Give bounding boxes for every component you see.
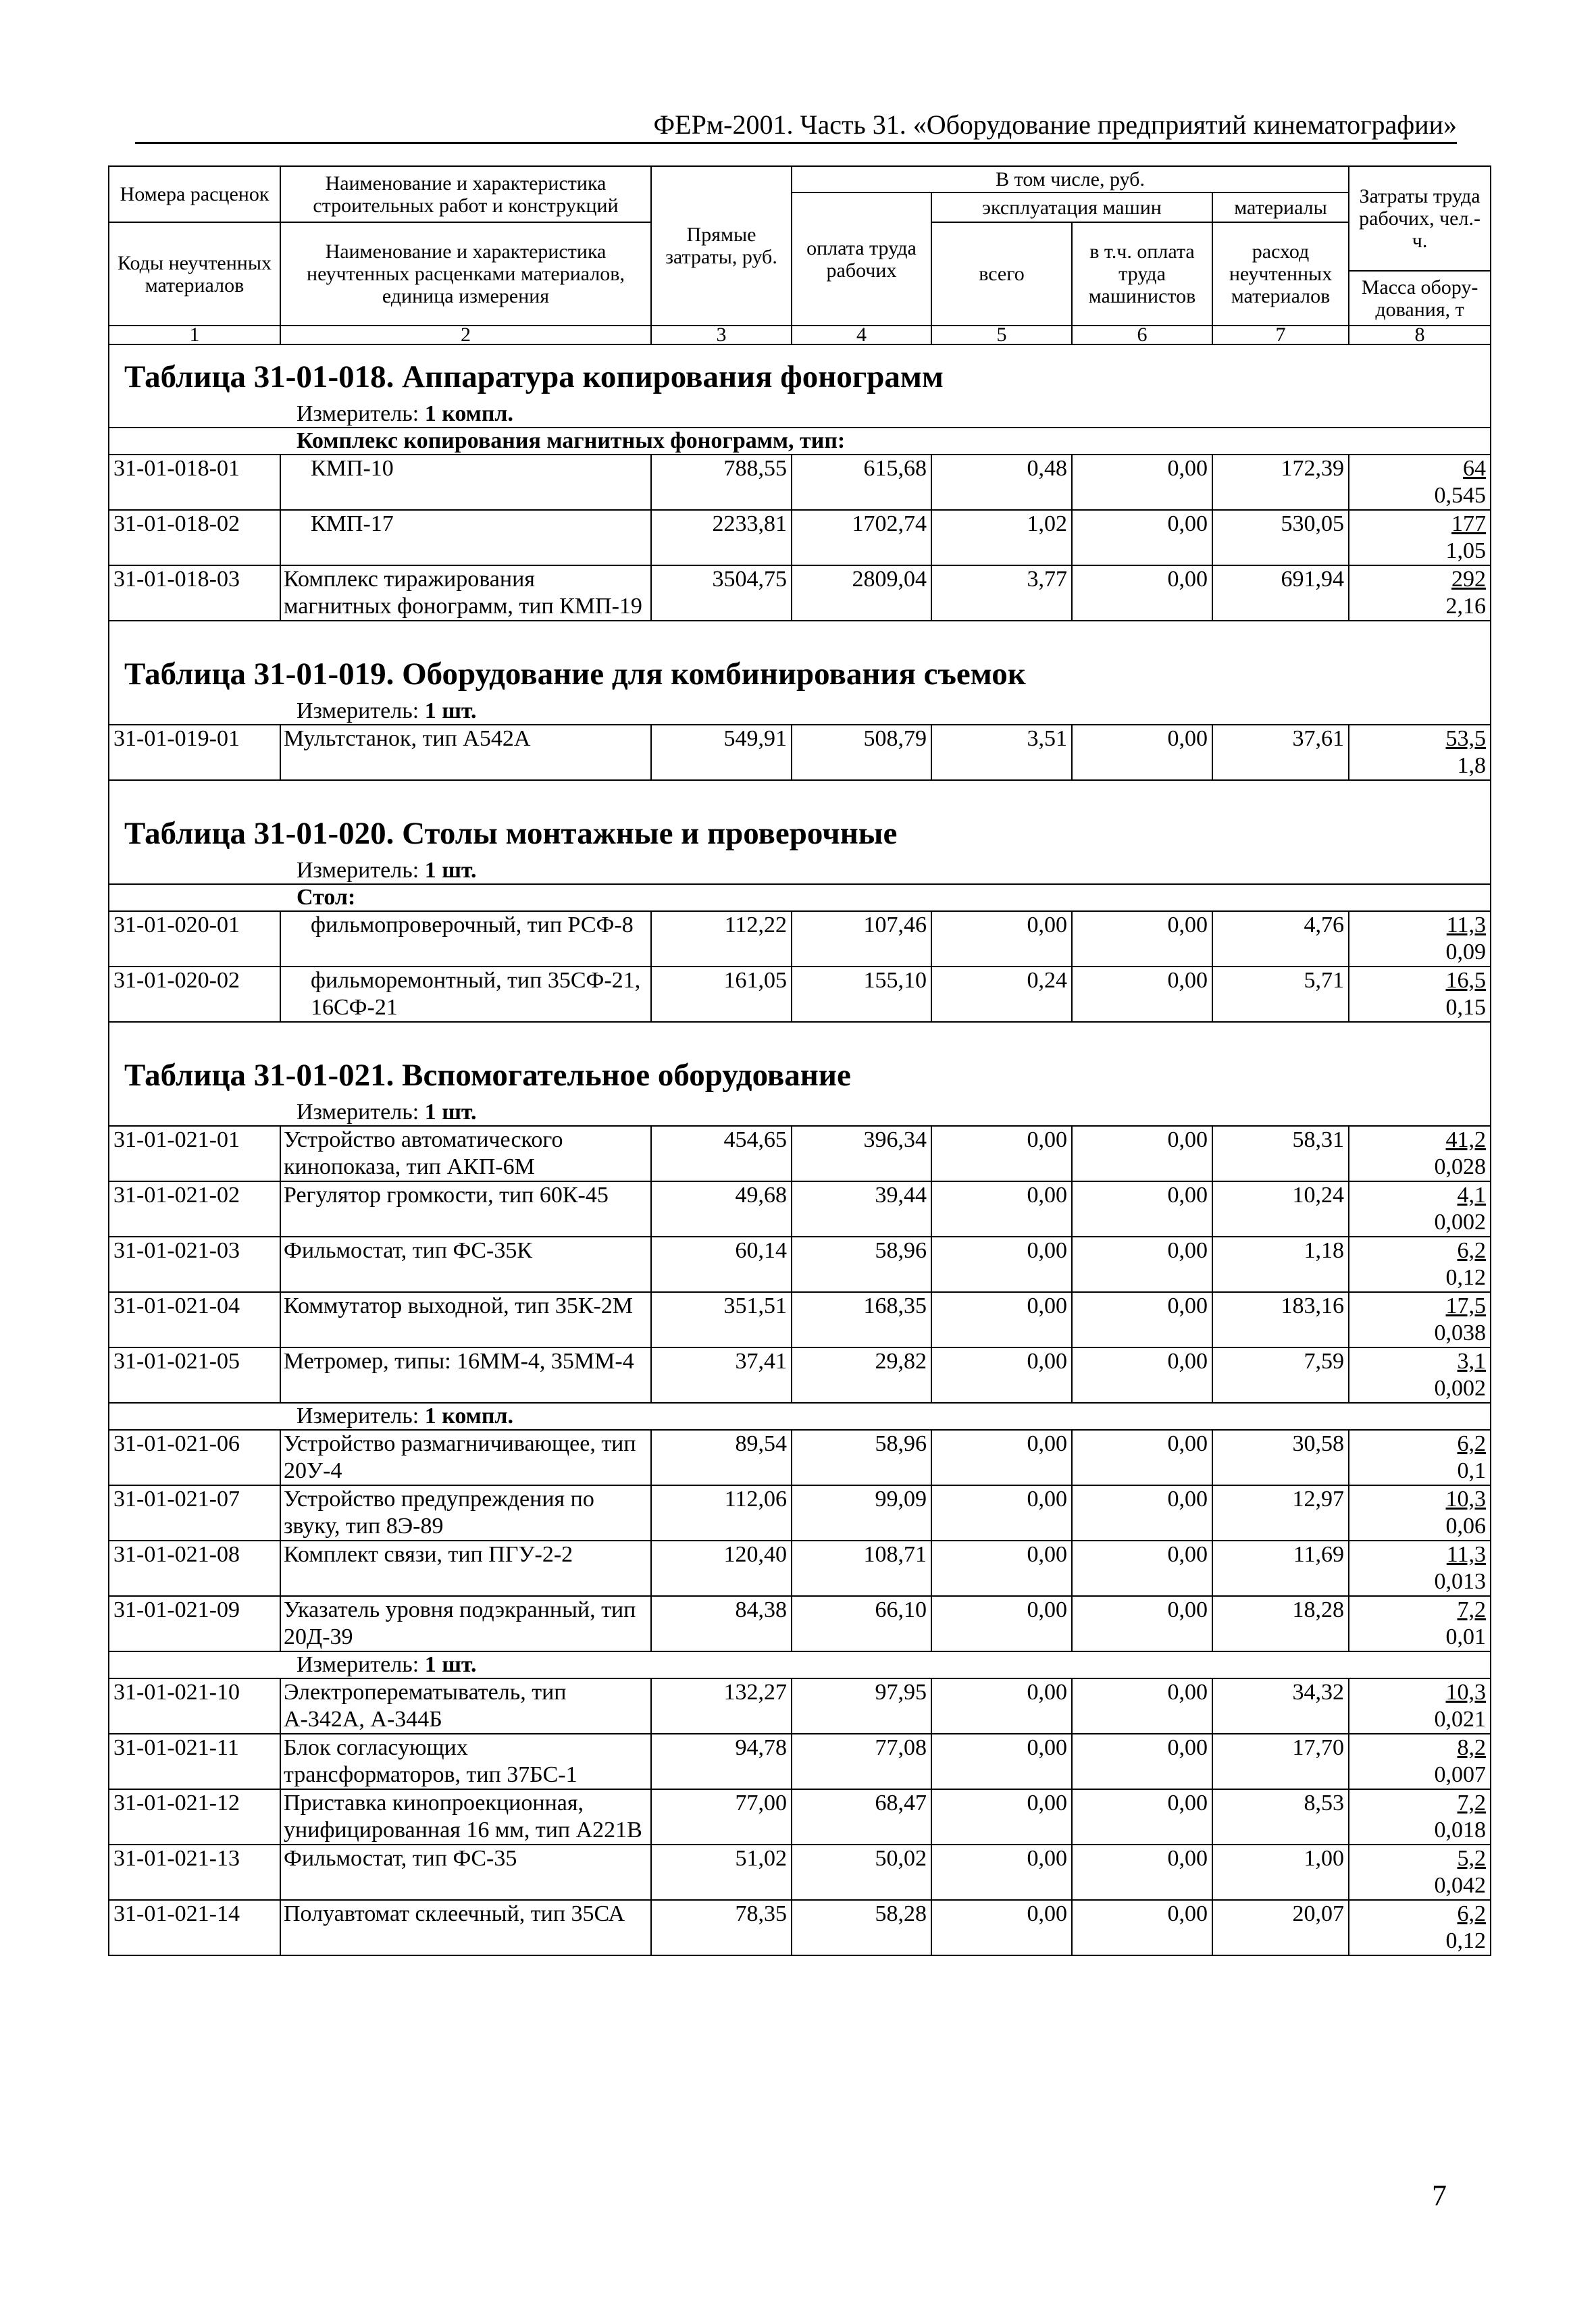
- machinist-pay: 0,00: [1072, 1430, 1212, 1485]
- direct-costs: 549,91: [651, 725, 792, 780]
- machine-total: 0,00: [931, 911, 1072, 967]
- header-material-consumption: расход неучтенных материалов: [1212, 222, 1349, 326]
- machine-total: 0,00: [931, 1596, 1072, 1651]
- machinist-pay: 0,00: [1072, 725, 1212, 780]
- machine-total: 0,00: [931, 1237, 1072, 1292]
- table-row: [109, 565, 1491, 621]
- table-row: [109, 455, 1491, 510]
- rate-code: 31-01-020-02: [109, 967, 280, 1022]
- labor-and-mass: [1349, 967, 1491, 1022]
- machine-total: 0,48: [931, 455, 1072, 510]
- item-name: Фильмостат, тип ФС-35К: [280, 1237, 651, 1292]
- item-name: Указатель уровня подэкранный, тип 20Д-39: [280, 1596, 651, 1651]
- measure-unit: [109, 1100, 1491, 1126]
- rate-code: 31-01-021-12: [109, 1789, 280, 1845]
- labor-and-mass: [1349, 1430, 1491, 1485]
- equipment-mass: 0,007: [1434, 1762, 1487, 1787]
- rate-code: 31-01-020-01: [109, 911, 280, 967]
- table-row: [109, 1430, 1491, 1485]
- item-name: КМП-10: [280, 455, 651, 510]
- section-title-row: [109, 1022, 1491, 1100]
- equipment-mass: 0,12: [1445, 1265, 1487, 1290]
- worker-pay: 50,02: [792, 1845, 931, 1900]
- equipment-mass: 0,018: [1434, 1818, 1487, 1843]
- column-number: 8: [1349, 326, 1491, 344]
- equipment-mass: 0,021: [1434, 1707, 1487, 1732]
- rate-code: 31-01-021-06: [109, 1430, 280, 1485]
- column-number: 5: [931, 326, 1072, 344]
- material-cost: 530,05: [1212, 510, 1349, 565]
- worker-pay: 155,10: [792, 967, 931, 1022]
- labor-hours: 7,2: [1457, 1597, 1487, 1622]
- rate-code: 31-01-021-10: [109, 1678, 280, 1734]
- header-including: В том числе, руб.: [792, 166, 1349, 192]
- machine-total: 0,24: [931, 967, 1072, 1022]
- labor-and-mass: [1349, 565, 1491, 621]
- machine-total: 3,51: [931, 725, 1072, 780]
- machinist-pay: 0,00: [1072, 1900, 1212, 1955]
- item-name: Метромер, типы: 16ММ-4, 35ММ-4: [280, 1347, 651, 1403]
- machinist-pay: 0,00: [1072, 1845, 1212, 1900]
- worker-pay: 77,08: [792, 1734, 931, 1789]
- labor-and-mass: [1349, 510, 1491, 565]
- labor-and-mass: [1349, 1347, 1491, 1403]
- material-cost: 17,70: [1212, 1734, 1349, 1789]
- machine-total: 3,77: [931, 565, 1072, 621]
- machinist-pay: 0,00: [1072, 1734, 1212, 1789]
- table-row: [109, 1292, 1491, 1347]
- machinist-pay: 0,00: [1072, 1237, 1212, 1292]
- machine-total: 0,00: [931, 1789, 1072, 1845]
- machine-total: 1,02: [931, 510, 1072, 565]
- subheading-row: [109, 428, 1491, 455]
- material-cost: 18,28: [1212, 1596, 1349, 1651]
- equipment-mass: 0,038: [1434, 1320, 1487, 1345]
- column-number: 4: [792, 326, 931, 344]
- item-name: Фильмостат, тип ФС-35: [280, 1845, 651, 1900]
- header-machinist-pay: в т.ч. оплата труда машинистов: [1072, 222, 1212, 326]
- material-cost: 37,61: [1212, 725, 1349, 780]
- worker-pay: 396,34: [792, 1126, 931, 1181]
- material-cost: 7,59: [1212, 1347, 1349, 1403]
- direct-costs: 77,00: [651, 1789, 792, 1845]
- table-row: [109, 725, 1491, 780]
- machine-total: 0,00: [931, 1678, 1072, 1734]
- direct-costs: 112,22: [651, 911, 792, 967]
- labor-hours: 7,2: [1457, 1791, 1487, 1816]
- machinist-pay: 0,00: [1072, 510, 1212, 565]
- machinist-pay: 0,00: [1072, 1596, 1212, 1651]
- item-name: Полуавтомат склеечный, тип 35СА: [280, 1900, 651, 1955]
- subheading: Стол:: [109, 884, 1491, 911]
- header-machine-operation: эксплуатация машин: [931, 192, 1212, 222]
- worker-pay: 168,35: [792, 1292, 931, 1347]
- labor-and-mass: [1349, 1292, 1491, 1347]
- item-name: фильмопроверочный, тип РСФ-8: [280, 911, 651, 967]
- labor-hours: 4,1: [1457, 1183, 1487, 1208]
- measure-value: 1 компл.: [424, 1404, 514, 1429]
- table-row: [109, 1126, 1491, 1181]
- table-row: [109, 1541, 1491, 1596]
- material-cost: 172,39: [1212, 455, 1349, 510]
- section-title: Таблица 31-01-018. Аппаратура копирования фонограмм: [109, 343, 1491, 401]
- machinist-pay: 0,00: [1072, 1541, 1212, 1596]
- header-machine-total: всего: [931, 222, 1072, 326]
- measure-unit: [109, 1651, 1491, 1678]
- direct-costs: 112,06: [651, 1485, 792, 1541]
- labor-and-mass: [1349, 1734, 1491, 1789]
- item-name: Устройство автоматического кинопоказа, тип АКП-6М: [280, 1126, 651, 1181]
- rate-code: 31-01-021-11: [109, 1734, 280, 1789]
- table-row: [109, 1181, 1491, 1237]
- machine-total: 0,00: [931, 1181, 1072, 1237]
- labor-and-mass: [1349, 725, 1491, 780]
- item-name: Комплекс тиражирования магнитных фонограмм, тип КМП-19: [280, 565, 651, 621]
- machinist-pay: 0,00: [1072, 455, 1212, 510]
- page-number: 7: [1432, 2179, 1447, 2212]
- machinist-pay: 0,00: [1072, 1485, 1212, 1541]
- item-name: Коммутатор выходной, тип 35К-2М: [280, 1292, 651, 1347]
- rate-code: 31-01-019-01: [109, 725, 280, 780]
- rate-code: 31-01-021-01: [109, 1126, 280, 1181]
- direct-costs: 51,02: [651, 1845, 792, 1900]
- labor-hours: 10,3: [1445, 1487, 1487, 1512]
- section-title: Таблица 31-01-021. Вспомогательное оборудование: [109, 1022, 1491, 1100]
- machine-total: 0,00: [931, 1734, 1072, 1789]
- measure-value: 1 компл.: [424, 401, 514, 426]
- measure-unit: [109, 1403, 1491, 1430]
- material-cost: 183,16: [1212, 1292, 1349, 1347]
- rate-code: 31-01-018-02: [109, 510, 280, 565]
- material-cost: 5,71: [1212, 967, 1349, 1022]
- section-title: Таблица 31-01-020. Столы монтажные и проверочные: [109, 780, 1491, 858]
- labor-hours: 17,5: [1445, 1293, 1487, 1318]
- machine-total: 0,00: [931, 1541, 1072, 1596]
- header-material-codes: Коды неучтенных материалов: [109, 222, 280, 326]
- machine-total: 0,00: [931, 1126, 1072, 1181]
- equipment-mass: 0,01: [1445, 1624, 1487, 1649]
- rate-code: 31-01-021-07: [109, 1485, 280, 1541]
- labor-hours: 11,3: [1446, 912, 1487, 937]
- direct-costs: 84,38: [651, 1596, 792, 1651]
- header-direct-costs: Прямые затраты, руб.: [651, 166, 792, 326]
- labor-hours: 8,2: [1457, 1735, 1487, 1760]
- machine-total: 0,00: [931, 1292, 1072, 1347]
- machinist-pay: 0,00: [1072, 911, 1212, 967]
- worker-pay: 508,79: [792, 725, 931, 780]
- rate-code: 31-01-021-02: [109, 1181, 280, 1237]
- column-number: 7: [1212, 326, 1349, 344]
- worker-pay: 2809,04: [792, 565, 931, 621]
- item-name: КМП-17: [280, 510, 651, 565]
- column-number: 1: [109, 326, 280, 344]
- rate-code: 31-01-021-05: [109, 1347, 280, 1403]
- labor-and-mass: [1349, 1789, 1491, 1845]
- labor-and-mass: [1349, 455, 1491, 510]
- subheading: Комплекс копирования магнитных фонограмм, тип:: [109, 428, 1491, 455]
- item-name: фильморемонтный, тип 35СФ-21, 16СФ-21: [280, 967, 651, 1022]
- measure-label: Измеритель:: [297, 698, 419, 723]
- machinist-pay: 0,00: [1072, 1292, 1212, 1347]
- machine-total: 0,00: [931, 1430, 1072, 1485]
- header-work-name: Наименование и характеристика строительных работ и конструкций: [280, 166, 651, 222]
- direct-costs: 132,27: [651, 1678, 792, 1734]
- header-material-name: Наименование и характеристика неучтенных расценками материалов, единица измерения: [280, 222, 651, 326]
- equipment-mass: 1,05: [1445, 538, 1487, 563]
- labor-hours: 41,2: [1445, 1127, 1487, 1152]
- worker-pay: 29,82: [792, 1347, 931, 1403]
- item-name: Устройство предупреждения по звуку, тип 8Э-89: [280, 1485, 651, 1541]
- direct-costs: 3504,75: [651, 565, 792, 621]
- section-title-row: [109, 780, 1491, 858]
- price-tables: [108, 343, 1491, 1956]
- equipment-mass: 0,028: [1434, 1154, 1487, 1179]
- material-cost: 691,94: [1212, 565, 1349, 621]
- labor-hours: 16,5: [1445, 968, 1487, 993]
- header-materials: материалы: [1212, 192, 1349, 222]
- table-row: [109, 1845, 1491, 1900]
- worker-pay: 58,28: [792, 1900, 931, 1955]
- item-name: Комплект связи, тип ПГУ-2-2: [280, 1541, 651, 1596]
- machinist-pay: 0,00: [1072, 1678, 1212, 1734]
- measure-row: [109, 1100, 1491, 1126]
- measure-unit: [109, 858, 1491, 884]
- direct-costs: 120,40: [651, 1541, 792, 1596]
- machine-total: 0,00: [931, 1347, 1072, 1403]
- direct-costs: 37,41: [651, 1347, 792, 1403]
- material-cost: 8,53: [1212, 1789, 1349, 1845]
- table-row: [109, 911, 1491, 967]
- rate-code: 31-01-021-04: [109, 1292, 280, 1347]
- measure-row: [109, 858, 1491, 884]
- labor-and-mass: [1349, 1541, 1491, 1596]
- subheading-row: [109, 884, 1491, 911]
- table-row: [109, 510, 1491, 565]
- header-worker-pay: оплата труда рабочих: [792, 192, 931, 326]
- equipment-mass: 0,06: [1445, 1514, 1487, 1539]
- table-row: [109, 1678, 1491, 1734]
- labor-hours: 3,1: [1457, 1349, 1487, 1374]
- machinist-pay: 0,00: [1072, 1347, 1212, 1403]
- material-cost: 58,31: [1212, 1126, 1349, 1181]
- table-row: [109, 1900, 1491, 1955]
- measure-label: Измеритель:: [297, 1652, 419, 1677]
- table-row: [109, 1789, 1491, 1845]
- measure-row: [109, 698, 1491, 725]
- labor-and-mass: [1349, 1485, 1491, 1541]
- machinist-pay: 0,00: [1072, 1181, 1212, 1237]
- item-name: Блок согласующих трансформаторов, тип 37БС-1: [280, 1734, 651, 1789]
- equipment-mass: 1,8: [1457, 753, 1487, 778]
- item-name: Мультстанок, тип А542А: [280, 725, 651, 780]
- worker-pay: 68,47: [792, 1789, 931, 1845]
- rate-code: 31-01-021-14: [109, 1900, 280, 1955]
- labor-hours: 6,2: [1457, 1901, 1487, 1926]
- measure-value: 1 шт.: [424, 1100, 477, 1125]
- labor-hours: 292: [1451, 567, 1487, 592]
- measure-label: Измеритель:: [297, 401, 419, 426]
- table-row: [109, 1596, 1491, 1651]
- material-cost: 34,32: [1212, 1678, 1349, 1734]
- direct-costs: 60,14: [651, 1237, 792, 1292]
- direct-costs: 454,65: [651, 1126, 792, 1181]
- material-cost: 10,24: [1212, 1181, 1349, 1237]
- rate-code: 31-01-021-03: [109, 1237, 280, 1292]
- rate-code: 31-01-021-08: [109, 1541, 280, 1596]
- column-number: 6: [1072, 326, 1212, 344]
- direct-costs: 94,78: [651, 1734, 792, 1789]
- rate-code: 31-01-018-03: [109, 565, 280, 621]
- labor-hours: 6,2: [1457, 1238, 1487, 1263]
- measure-label: Измеритель:: [297, 1100, 419, 1125]
- measure-value: 1 шт.: [424, 1652, 477, 1677]
- equipment-mass: 0,002: [1434, 1210, 1487, 1235]
- equipment-mass: 0,042: [1434, 1873, 1487, 1898]
- measure-row: [109, 1651, 1491, 1678]
- worker-pay: 58,96: [792, 1430, 931, 1485]
- machine-total: 0,00: [931, 1485, 1072, 1541]
- machinist-pay: 0,00: [1072, 565, 1212, 621]
- labor-and-mass: [1349, 1678, 1491, 1734]
- material-cost: 1,00: [1212, 1845, 1349, 1900]
- worker-pay: 58,96: [792, 1237, 931, 1292]
- machine-total: 0,00: [931, 1900, 1072, 1955]
- labor-and-mass: [1349, 911, 1491, 967]
- direct-costs: 351,51: [651, 1292, 792, 1347]
- material-cost: 11,69: [1212, 1541, 1349, 1596]
- worker-pay: 107,46: [792, 911, 931, 967]
- header-labor-costs: Затраты труда рабочих, чел.-ч.: [1349, 166, 1491, 271]
- item-name: Электроперематыватель, тип А-342А, А-344Б: [280, 1678, 651, 1734]
- table-row: [109, 1347, 1491, 1403]
- equipment-mass: 0,002: [1434, 1376, 1487, 1401]
- labor-and-mass: [1349, 1181, 1491, 1237]
- section-title-row: [109, 621, 1491, 698]
- equipment-mass: 0,1: [1457, 1458, 1487, 1483]
- running-header: ФЕРм-2001. Часть 31. «Оборудование предприятий кинематографии»: [135, 108, 1457, 144]
- material-cost: 4,76: [1212, 911, 1349, 967]
- labor-and-mass: [1349, 1596, 1491, 1651]
- direct-costs: 788,55: [651, 455, 792, 510]
- measure-value: 1 шт.: [424, 858, 477, 883]
- direct-costs: 89,54: [651, 1430, 792, 1485]
- equipment-mass: 0,545: [1434, 483, 1487, 508]
- worker-pay: 99,09: [792, 1485, 931, 1541]
- material-cost: 20,07: [1212, 1900, 1349, 1955]
- labor-hours: 5,2: [1457, 1846, 1487, 1871]
- labor-hours: 10,3: [1445, 1680, 1487, 1705]
- machinist-pay: 0,00: [1072, 1126, 1212, 1181]
- labor-and-mass: [1349, 1845, 1491, 1900]
- worker-pay: 39,44: [792, 1181, 931, 1237]
- labor-and-mass: [1349, 1237, 1491, 1292]
- labor-and-mass: [1349, 1900, 1491, 1955]
- header-equipment-mass: Масса обору-дования, т: [1349, 271, 1491, 326]
- worker-pay: 1702,74: [792, 510, 931, 565]
- equipment-mass: 0,12: [1445, 1928, 1487, 1953]
- measure-label: Измеритель:: [297, 858, 419, 883]
- measure-value: 1 шт.: [424, 698, 477, 723]
- material-cost: 30,58: [1212, 1430, 1349, 1485]
- rate-code: 31-01-021-09: [109, 1596, 280, 1651]
- column-number: 2: [280, 326, 651, 344]
- equipment-mass: 2,16: [1445, 594, 1487, 619]
- section-title: Таблица 31-01-019. Оборудование для комбинирования съемок: [109, 621, 1491, 698]
- measure-row: [109, 1403, 1491, 1430]
- worker-pay: 97,95: [792, 1678, 931, 1734]
- labor-and-mass: [1349, 1126, 1491, 1181]
- table-row: [109, 1734, 1491, 1789]
- measure-unit: [109, 698, 1491, 725]
- column-number: 3: [651, 326, 792, 344]
- labor-hours: 177: [1451, 511, 1487, 536]
- section-title-row: [109, 343, 1491, 401]
- machine-total: 0,00: [931, 1845, 1072, 1900]
- measure-label: Измеритель:: [297, 1404, 419, 1429]
- header-rate-numbers: Номера расценок: [109, 166, 280, 222]
- material-cost: 1,18: [1212, 1237, 1349, 1292]
- worker-pay: 108,71: [792, 1541, 931, 1596]
- labor-hours: 11,3: [1446, 1542, 1487, 1567]
- equipment-mass: 0,09: [1445, 940, 1487, 965]
- column-header-table: [108, 165, 1491, 345]
- labor-hours: 6,2: [1457, 1431, 1487, 1456]
- labor-hours: 53,5: [1445, 726, 1487, 751]
- measure-unit: [109, 401, 1491, 428]
- rate-code: 31-01-021-13: [109, 1845, 280, 1900]
- measure-row: [109, 401, 1491, 428]
- item-name: Приставка кинопроекционная, унифицированная 16 мм, тип А221В: [280, 1789, 651, 1845]
- table-row: [109, 1237, 1491, 1292]
- direct-costs: 49,68: [651, 1181, 792, 1237]
- worker-pay: 66,10: [792, 1596, 931, 1651]
- table-row: [109, 1485, 1491, 1541]
- direct-costs: 2233,81: [651, 510, 792, 565]
- rate-code: 31-01-018-01: [109, 455, 280, 510]
- direct-costs: 78,35: [651, 1900, 792, 1955]
- item-name: Регулятор громкости, тип 60К-45: [280, 1181, 651, 1237]
- item-name: Устройство размагничивающее, тип 20У-4: [280, 1430, 651, 1485]
- column-number-row: [109, 326, 1491, 344]
- labor-hours: 64: [1463, 456, 1487, 481]
- material-cost: 12,97: [1212, 1485, 1349, 1541]
- machinist-pay: 0,00: [1072, 1789, 1212, 1845]
- machinist-pay: 0,00: [1072, 967, 1212, 1022]
- equipment-mass: 0,15: [1445, 995, 1487, 1020]
- equipment-mass: 0,013: [1434, 1569, 1487, 1594]
- worker-pay: 615,68: [792, 455, 931, 510]
- direct-costs: 161,05: [651, 967, 792, 1022]
- table-row: [109, 967, 1491, 1022]
